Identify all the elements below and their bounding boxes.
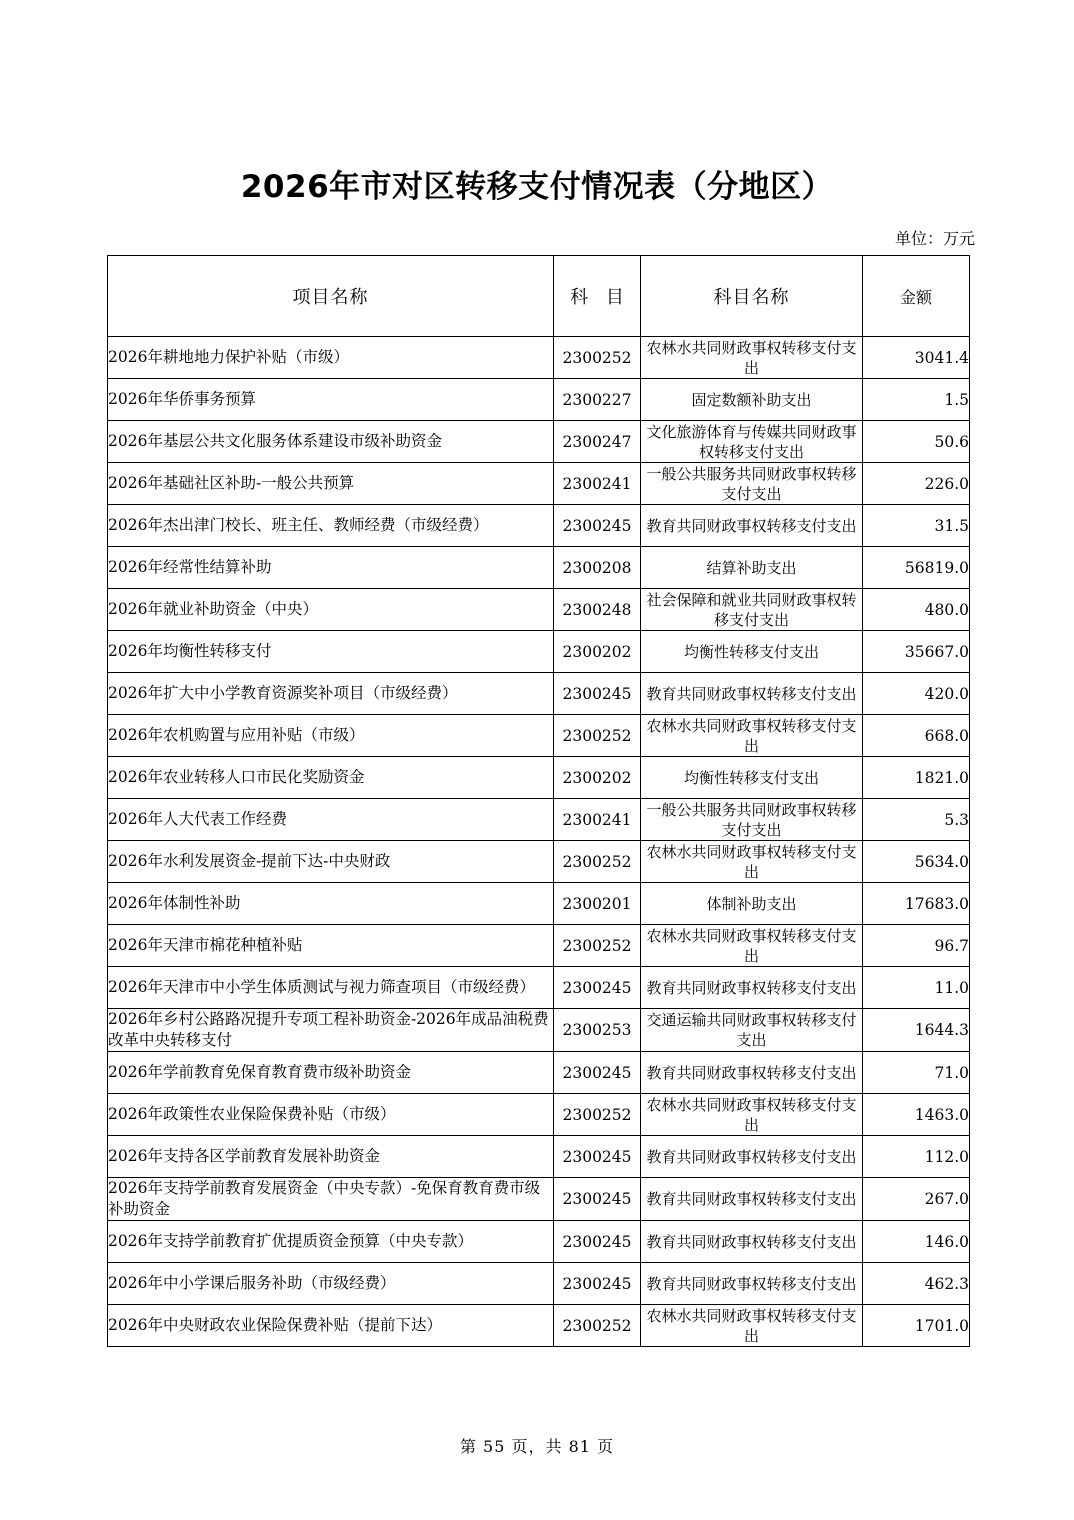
table-row <box>108 1009 970 1052</box>
table-row <box>108 1178 970 1221</box>
cell-project-name: 2026年体制性补助 <box>108 883 554 925</box>
cell-subject-name: 农林水共同财政事权转移支付支出 <box>641 1094 863 1136</box>
cell-subject-code: 2300241 <box>554 463 641 505</box>
cell-subject-name: 农林水共同财政事权转移支付支出 <box>641 337 863 379</box>
cell-subject-name: 农林水共同财政事权转移支付支出 <box>641 715 863 757</box>
column-header-subject-code: 科 目 <box>554 256 641 337</box>
table-header-row <box>108 256 970 337</box>
column-header-project-name: 项目名称 <box>108 256 554 337</box>
cell-subject-code: 2300252 <box>554 715 641 757</box>
cell-subject-name: 农林水共同财政事权转移支付支出 <box>641 1305 863 1347</box>
cell-subject-code: 2300248 <box>554 589 641 631</box>
cell-subject-code: 2300245 <box>554 1178 641 1221</box>
cell-subject-name: 一般公共服务共同财政事权转移支付支出 <box>641 799 863 841</box>
table-row <box>108 757 970 799</box>
transfer-payment-table-container <box>107 255 969 1347</box>
cell-subject-code: 2300252 <box>554 1305 641 1347</box>
cell-amount: 112.0 <box>863 1136 970 1178</box>
cell-subject-name: 教育共同财政事权转移支付支出 <box>641 505 863 547</box>
cell-project-name: 2026年扩大中小学教育资源奖补项目（市级经费） <box>108 673 554 715</box>
table-row <box>108 505 970 547</box>
cell-project-name: 2026年天津市中小学生体质测试与视力筛查项目（市级经费） <box>108 967 554 1009</box>
cell-amount: 226.0 <box>863 463 970 505</box>
unit-label: 单位：万元 <box>894 229 975 248</box>
table-row <box>108 1305 970 1347</box>
cell-subject-name: 教育共同财政事权转移支付支出 <box>641 1221 863 1263</box>
cell-subject-code: 2300252 <box>554 841 641 883</box>
cell-project-name: 2026年人大代表工作经费 <box>108 799 554 841</box>
cell-amount: 146.0 <box>863 1221 970 1263</box>
cell-subject-name: 结算补助支出 <box>641 547 863 589</box>
cell-project-name: 2026年学前教育免保育教育费市级补助资金 <box>108 1052 554 1094</box>
cell-subject-code: 2300241 <box>554 799 641 841</box>
page-title: 2026年市对区转移支付情况表（分地区） <box>240 168 834 205</box>
cell-project-name: 2026年均衡性转移支付 <box>108 631 554 673</box>
cell-project-name: 2026年支持学前教育发展资金（中央专款）-免保育教育费市级补助资金 <box>108 1178 554 1221</box>
cell-amount: 462.3 <box>863 1263 970 1305</box>
column-header-subject-name: 科目名称 <box>641 256 863 337</box>
cell-subject-name: 体制补助支出 <box>641 883 863 925</box>
cell-amount: 267.0 <box>863 1178 970 1221</box>
table-row <box>108 589 970 631</box>
table-row <box>108 925 970 967</box>
table-row <box>108 1221 970 1263</box>
cell-subject-code: 2300245 <box>554 967 641 1009</box>
cell-subject-code: 2300247 <box>554 421 641 463</box>
cell-subject-name: 教育共同财政事权转移支付支出 <box>641 673 863 715</box>
column-header-amount: 金额 <box>863 256 970 337</box>
cell-amount: 480.0 <box>863 589 970 631</box>
cell-amount: 1463.0 <box>863 1094 970 1136</box>
cell-project-name: 2026年天津市棉花种植补贴 <box>108 925 554 967</box>
table-row <box>108 547 970 589</box>
table-row <box>108 1136 970 1178</box>
cell-amount: 1644.3 <box>863 1009 970 1052</box>
table-row <box>108 1094 970 1136</box>
cell-project-name: 2026年中央财政农业保险保费补贴（提前下达） <box>108 1305 554 1347</box>
cell-project-name: 2026年政策性农业保险保费补贴（市级） <box>108 1094 554 1136</box>
cell-project-name: 2026年基础社区补助-一般公共预算 <box>108 463 554 505</box>
cell-project-name: 2026年杰出津门校长、班主任、教师经费（市级经费） <box>108 505 554 547</box>
cell-project-name: 2026年农业转移人口市民化奖励资金 <box>108 757 554 799</box>
cell-subject-code: 2300245 <box>554 1136 641 1178</box>
table-row <box>108 883 970 925</box>
cell-subject-name: 均衡性转移支付支出 <box>641 757 863 799</box>
table-row <box>108 673 970 715</box>
cell-subject-name: 教育共同财政事权转移支付支出 <box>641 1052 863 1094</box>
transfer-payment-table <box>107 255 970 1347</box>
table-row <box>108 799 970 841</box>
cell-subject-name: 教育共同财政事权转移支付支出 <box>641 1178 863 1221</box>
cell-subject-code: 2300208 <box>554 547 641 589</box>
cell-project-name: 2026年华侨事务预算 <box>108 379 554 421</box>
cell-subject-code: 2300202 <box>554 757 641 799</box>
cell-amount: 31.5 <box>863 505 970 547</box>
cell-project-name: 2026年中小学课后服务补助（市级经费） <box>108 1263 554 1305</box>
cell-project-name: 2026年耕地地力保护补贴（市级） <box>108 337 554 379</box>
cell-subject-code: 2300245 <box>554 1221 641 1263</box>
table-row <box>108 1052 970 1094</box>
cell-project-name: 2026年农机购置与应用补贴（市级） <box>108 715 554 757</box>
cell-amount: 420.0 <box>863 673 970 715</box>
table-row <box>108 1263 970 1305</box>
table-row <box>108 715 970 757</box>
cell-subject-code: 2300245 <box>554 505 641 547</box>
cell-amount: 1821.0 <box>863 757 970 799</box>
cell-subject-name: 教育共同财政事权转移支付支出 <box>641 967 863 1009</box>
cell-subject-name: 均衡性转移支付支出 <box>641 631 863 673</box>
cell-amount: 50.6 <box>863 421 970 463</box>
cell-subject-name: 一般公共服务共同财政事权转移支付支出 <box>641 463 863 505</box>
cell-subject-code: 2300252 <box>554 1094 641 1136</box>
table-header <box>108 256 970 337</box>
cell-project-name: 2026年水利发展资金-提前下达-中央财政 <box>108 841 554 883</box>
cell-amount: 35667.0 <box>863 631 970 673</box>
cell-subject-name: 交通运输共同财政事权转移支付支出 <box>641 1009 863 1052</box>
cell-amount: 96.7 <box>863 925 970 967</box>
cell-subject-name: 农林水共同财政事权转移支付支出 <box>641 925 863 967</box>
cell-project-name: 2026年经常性结算补助 <box>108 547 554 589</box>
cell-amount: 71.0 <box>863 1052 970 1094</box>
cell-subject-code: 2300245 <box>554 1052 641 1094</box>
cell-amount: 11.0 <box>863 967 970 1009</box>
cell-project-name: 2026年支持各区学前教育发展补助资金 <box>108 1136 554 1178</box>
cell-subject-code: 2300252 <box>554 925 641 967</box>
table-row <box>108 421 970 463</box>
page-footer: 第 55 页，共 81 页 <box>459 1437 615 1456</box>
table-body <box>108 337 970 1347</box>
cell-subject-code: 2300245 <box>554 673 641 715</box>
cell-subject-name: 农林水共同财政事权转移支付支出 <box>641 841 863 883</box>
table-row <box>108 841 970 883</box>
cell-subject-code: 2300245 <box>554 1263 641 1305</box>
cell-amount: 5634.0 <box>863 841 970 883</box>
cell-amount: 668.0 <box>863 715 970 757</box>
cell-subject-code: 2300227 <box>554 379 641 421</box>
cell-amount: 1.5 <box>863 379 970 421</box>
cell-amount: 1701.0 <box>863 1305 970 1347</box>
cell-subject-name: 教育共同财政事权转移支付支出 <box>641 1136 863 1178</box>
cell-amount: 56819.0 <box>863 547 970 589</box>
cell-subject-name: 固定数额补助支出 <box>641 379 863 421</box>
table-row <box>108 463 970 505</box>
cell-project-name: 2026年基层公共文化服务体系建设市级补助资金 <box>108 421 554 463</box>
cell-project-name: 2026年乡村公路路况提升专项工程补助资金-2026年成品油税费改革中央转移支付 <box>108 1009 554 1052</box>
cell-subject-code: 2300202 <box>554 631 641 673</box>
cell-subject-code: 2300253 <box>554 1009 641 1052</box>
table-row <box>108 967 970 1009</box>
cell-subject-code: 2300252 <box>554 337 641 379</box>
cell-subject-code: 2300201 <box>554 883 641 925</box>
cell-subject-name: 社会保障和就业共同财政事权转移支付支出 <box>641 589 863 631</box>
cell-amount: 5.3 <box>863 799 970 841</box>
cell-amount: 17683.0 <box>863 883 970 925</box>
table-row <box>108 631 970 673</box>
cell-subject-name: 文化旅游体育与传媒共同财政事权转移支付支出 <box>641 421 863 463</box>
cell-amount: 3041.4 <box>863 337 970 379</box>
cell-subject-name: 教育共同财政事权转移支付支出 <box>641 1263 863 1305</box>
cell-project-name: 2026年支持学前教育扩优提质资金预算（中央专款） <box>108 1221 554 1263</box>
table-row <box>108 337 970 379</box>
cell-project-name: 2026年就业补助资金（中央） <box>108 589 554 631</box>
table-row <box>108 379 970 421</box>
